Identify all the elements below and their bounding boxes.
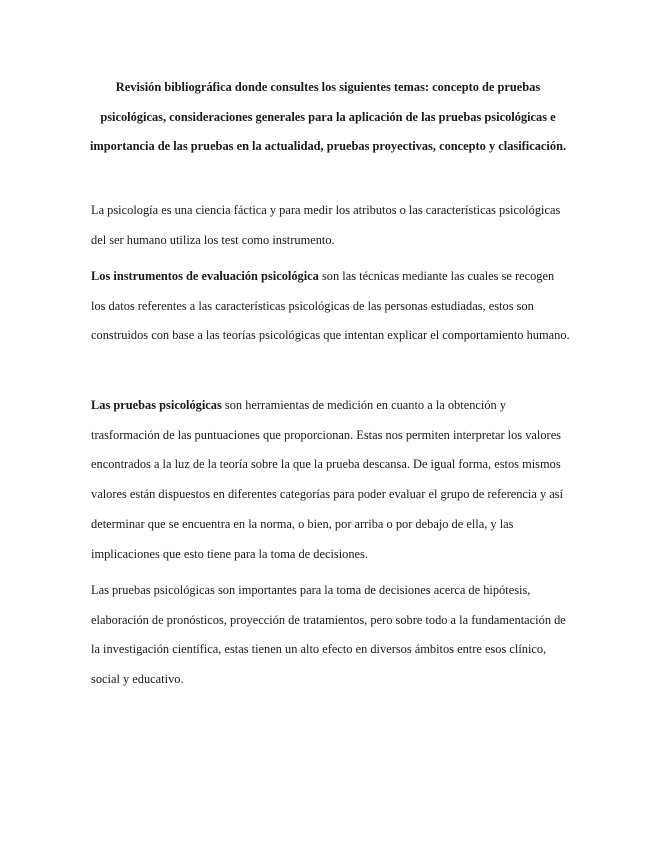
paragraph-intro [91,196,571,255]
paragraph-instrumentos-text: son las técnicas mediante las cuales se recogen los datos referentes a las características psicológicas de las personas estudiadas, estos son construidos con base a las teorías psicológicas que intentan explicar el comportamiento humano. [91,269,570,343]
paragraph-pruebas [91,391,571,569]
paragraph-instrumentos-lead: Los instrumentos de evaluación psicológica [91,269,319,283]
paragraph-instrumentos [91,262,571,351]
paragraph-importancia-text: Las pruebas psicológicas son importantes para la toma de decisiones acerca de hipótesis, elaboración de pronósticos, proyección de tratamientos, pero sobre todo a la fundamentación de la investigación científica, estas tienen un alto efecto en diversos ámbitos entre esos clínico, social y educativo. [91,583,566,687]
paragraph-pruebas-lead: Las pruebas psicológicas [91,398,222,412]
paragraph-intro-text: La psicología es una ciencia fáctica y para medir los atributos o las características psicológicas del ser humano utiliza los test como instrumento. [91,203,561,247]
paragraph-importancia [91,576,571,695]
paragraph-pruebas-text: son herramientas de medición en cuanto a la obtención y trasformación de las puntuaciones que proporcionan. Estas nos permiten interpretar los valores encontrados a la luz de la teoría sobre la que la prueba descansa. De igual forma, estos mismos valores están dispuestos en diferentes categorías para poder evaluar el grupo de referencia y así determinar que se encuentra en la norma, o bien, por arriba o por debajo de ella, y las implicaciones que esto tiene para la toma de decisiones. [91,398,564,561]
document-title: Revisión bibliográfica donde consultes los siguientes temas: concepto de pruebas psicológicas, consideraciones generales para la aplicación de las pruebas psicológicas e importancia de las pruebas en la actualidad, pruebas proyectivas, concepto y clasificación. [89,80,567,154]
